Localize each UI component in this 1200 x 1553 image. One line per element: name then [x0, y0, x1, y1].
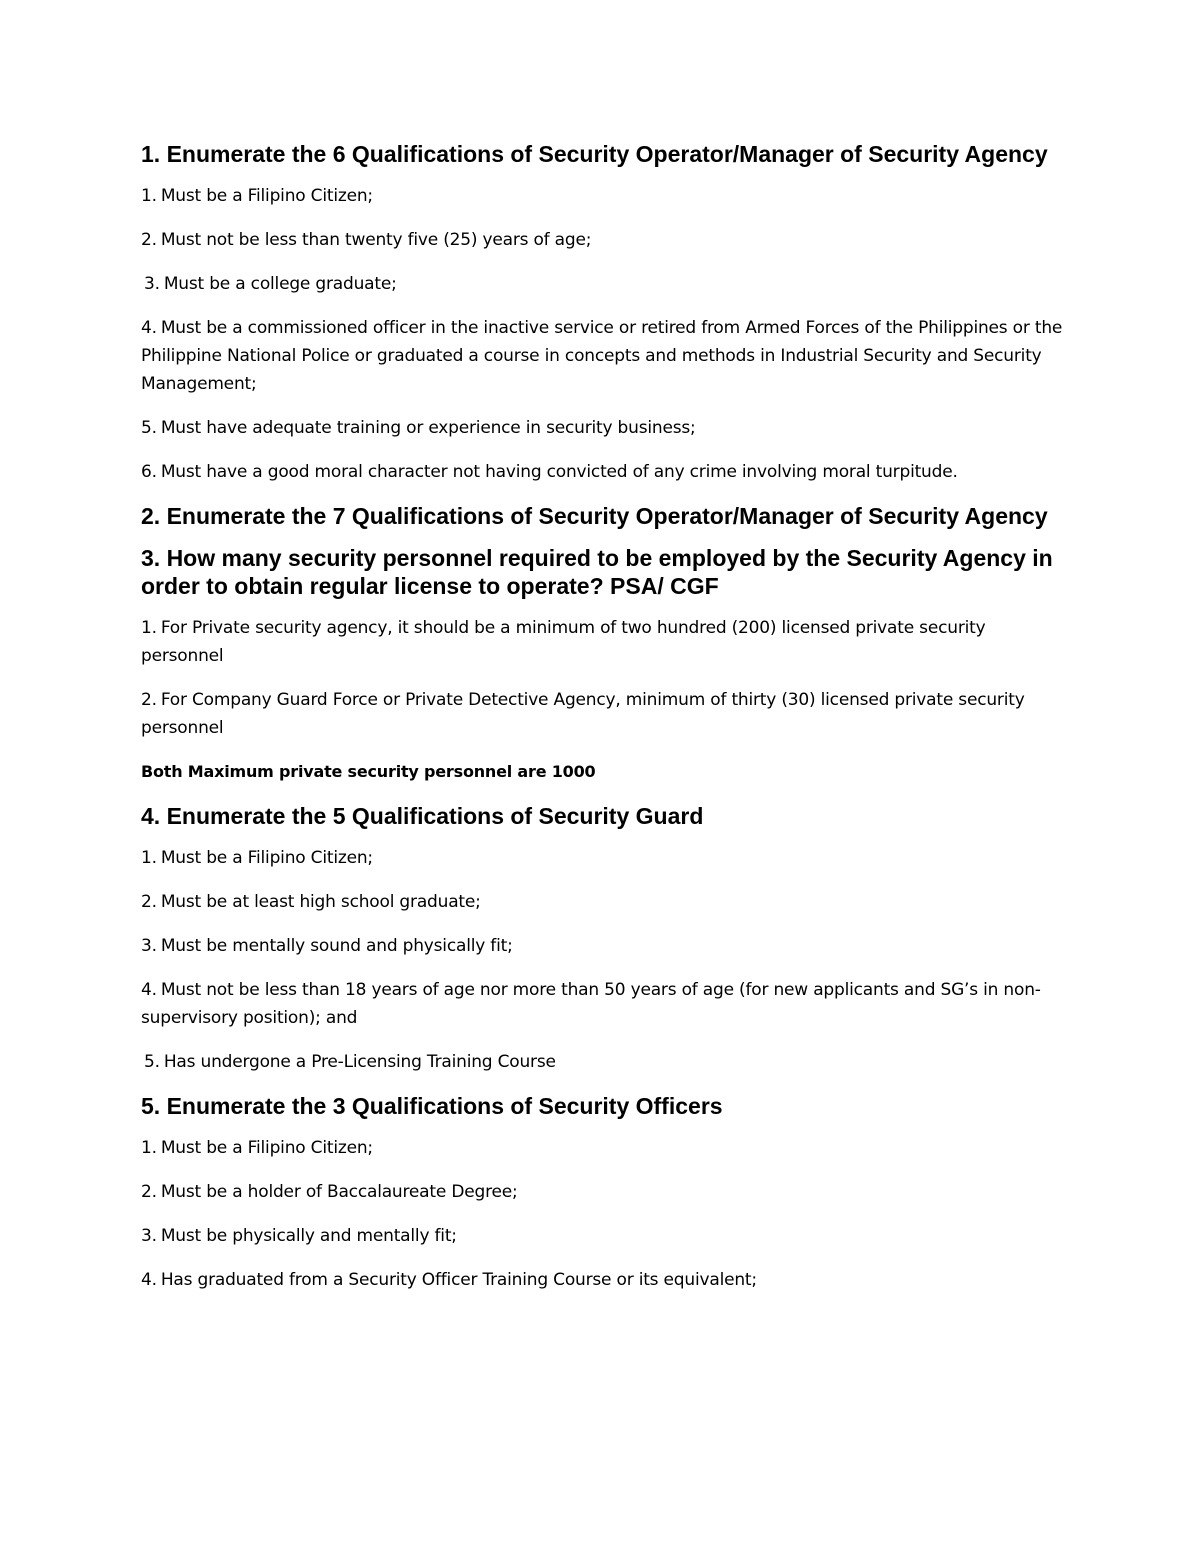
list-item: 2. For Company Guard Force or Private Detective Agency, minimum of thirty (30) licensed private security personnel [141, 690, 1025, 738]
section-heading: 3. How many security personnel required to be employed by the Security Agency in order to obtain regular license to operate? PSA/ CGF [141, 545, 1053, 599]
list-item: 3. Must be physically and mentally fit; [141, 1226, 457, 1246]
list-item: 4. Must be a commissioned officer in the inactive service or retired from Armed Forces of the Philippines or the Philippine National Police or graduated a course in concepts and methods in Industrial Security and Security Management; [141, 318, 1063, 394]
list-item: 1. Must be a Filipino Citizen; [141, 1138, 373, 1158]
list-item: 2. Must not be less than twenty five (25) years of age; [141, 230, 592, 250]
document-body [141, 140, 1071, 1310]
list-item: 2. Must be a holder of Baccalaureate Degree; [141, 1182, 518, 1202]
list-item: 1. Must be a Filipino Citizen; [141, 186, 373, 206]
list-item: 4. Has graduated from a Security Officer Training Course or its equivalent; [141, 1270, 757, 1290]
list-item: 3. Must be a college graduate; [144, 274, 397, 294]
list-item: 1. Must be a Filipino Citizen; [141, 848, 373, 868]
section-heading: 5. Enumerate the 3 Qualifications of Security Officers [141, 1093, 723, 1119]
list-item: 5. Has undergone a Pre-Licensing Training Course [144, 1052, 556, 1072]
list-item: 6. Must have a good moral character not having convicted of any crime involving moral turpitude. [141, 462, 958, 482]
section-heading: 2. Enumerate the 7 Qualifications of Security Operator/Manager of Security Agency [141, 503, 1048, 529]
list-item: 4. Must not be less than 18 years of age nor more than 50 years of age (for new applicants and SG’s in non-supervisory position); and [141, 980, 1041, 1028]
bold-note: Both Maximum private security personnel are 1000 [141, 762, 596, 781]
section-heading: 1. Enumerate the 6 Qualifications of Security Operator/Manager of Security Agency [141, 141, 1048, 167]
list-item: 5. Must have adequate training or experience in security business; [141, 418, 696, 438]
list-item: 2. Must be at least high school graduate; [141, 892, 481, 912]
list-item: 1. For Private security agency, it should be a minimum of two hundred (200) licensed private security personnel [141, 618, 986, 666]
list-item: 3. Must be mentally sound and physically fit; [141, 936, 513, 956]
section-heading: 4. Enumerate the 5 Qualifications of Security Guard [141, 803, 704, 829]
